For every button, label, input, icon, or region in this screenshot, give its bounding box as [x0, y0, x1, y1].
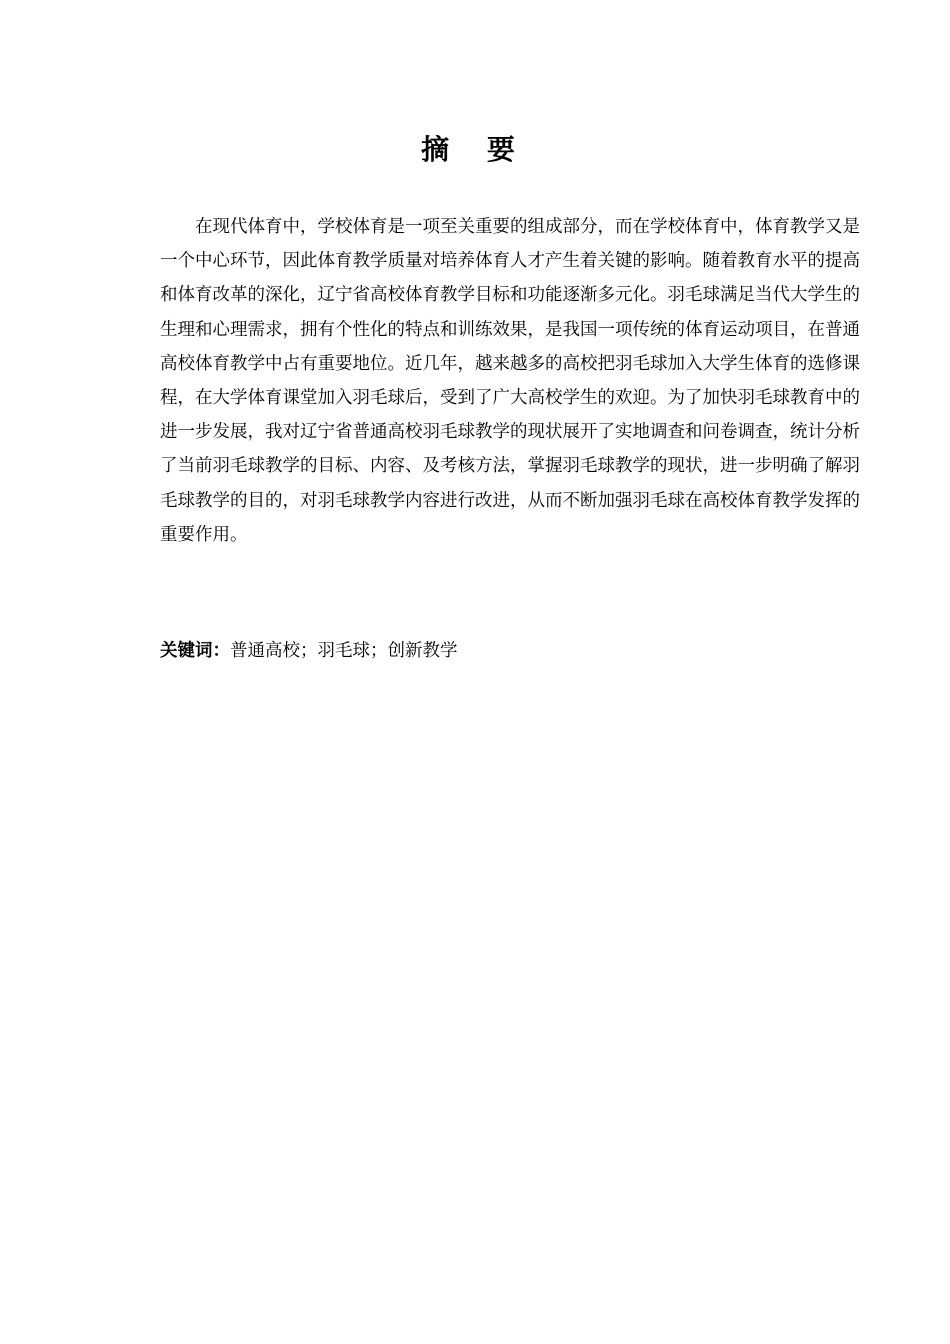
keywords-text: 普通高校；羽毛球；创新教学 [230, 641, 458, 661]
keywords-label: 关键词： [160, 641, 230, 661]
keywords-line [160, 636, 860, 666]
abstract-paragraph: 在现代体育中，学校体育是一项至关重要的组成部分，而在学校体育中，体育教学又是一个中心环节，因此体育教学质量对培养体育人才产生着关键的影响。随着教育水平的提高和体育改革的深化，辽宁省高校体育教学目标和功能逐渐多元化。羽毛球满足当代大学生的生理和心理需求，拥有个性化的特点和训练效果，是我国一项传统的体育运动项目，在普通高校体育教学中占有重要地位。近几年，越来越多的高校把羽毛球加入大学生体育的选修课程，在大学体育课堂加入羽毛球后，受到了广大高校学生的欢迎。为了加快羽毛球教育中的进一步发展，我对辽宁省普通高校羽毛球教学的现状展开了实地调查和问卷调查，统计分析了当前羽毛球教学的目标、内容、及考核方法，掌握羽毛球教学的现状，进一步明确了解羽毛球教学的目的，对羽毛球教学内容进行改进，从而不断加强羽毛球在高校体育教学发挥的重要作用。 [160, 217, 860, 545]
page-title: 摘 要 [421, 133, 529, 166]
